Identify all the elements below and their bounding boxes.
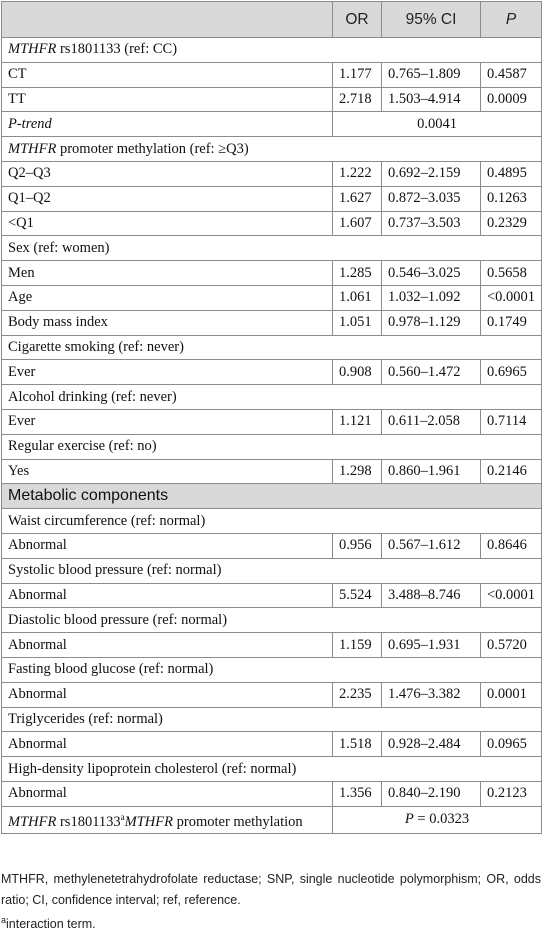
ci-value: 0.765–1.809: [382, 62, 481, 87]
row-label: Abnormal: [2, 682, 333, 707]
group-row: [2, 335, 542, 360]
p-value: 0.6965: [481, 360, 542, 385]
row-label: TT: [2, 87, 333, 112]
or-value: 1.121: [333, 409, 382, 434]
group-row: [2, 509, 542, 534]
ci-value: 1.476–3.382: [382, 682, 481, 707]
row-label: Men: [2, 261, 333, 286]
table-row: [2, 186, 542, 211]
table-row: [2, 459, 542, 484]
row-label: <Q1: [2, 211, 333, 236]
row-label: Q1–Q2: [2, 186, 333, 211]
p-value: 0.0965: [481, 732, 542, 757]
p-value: 0.1263: [481, 186, 542, 211]
p-value: 0.8646: [481, 533, 542, 558]
ci-value: 0.928–2.484: [382, 732, 481, 757]
group-row: [2, 558, 542, 583]
ci-value: 0.567–1.612: [382, 533, 481, 558]
or-value: 5.524: [333, 583, 382, 608]
ci-value: 0.692–2.159: [382, 161, 481, 186]
ci-value: 1.503–4.914: [382, 87, 481, 112]
table-row: [2, 211, 542, 236]
ci-value: 0.695–1.931: [382, 633, 481, 658]
p-value: 0.4587: [481, 62, 542, 87]
ci-value: 0.737–3.503: [382, 211, 481, 236]
group-row: [2, 434, 542, 459]
abbreviations-note: MTHFR, methylenetetrahydrofolate reductase; SNP, single nucleotide polymorphism; OR, odds ratio; CI, confidence interval; ref, reference.: [1, 872, 541, 907]
header-row: [2, 2, 542, 38]
gene-name: MTHFR: [8, 813, 57, 830]
ci-value: 3.488–8.746: [382, 583, 481, 608]
p-value: 0.2329: [481, 211, 542, 236]
trend-value: 0.0041: [333, 112, 542, 137]
table-row: [2, 781, 542, 806]
table-row: [2, 583, 542, 608]
or-value: 1.177: [333, 62, 382, 87]
ci-value: 0.872–3.035: [382, 186, 481, 211]
header-p: P: [481, 2, 542, 38]
p-value: 0.1749: [481, 310, 542, 335]
row-label: Abnormal: [2, 633, 333, 658]
table-row: [2, 285, 542, 310]
table-row: [2, 633, 542, 658]
table-row: [2, 732, 542, 757]
interaction-note: $^a$interaction term.: [1, 915, 96, 932]
group-row: [2, 707, 542, 732]
or-value: 2.718: [333, 87, 382, 112]
ci-value: 0.546–3.025: [382, 261, 481, 286]
p-value: 0.5720: [481, 633, 542, 658]
p-value: 0.0009: [481, 87, 542, 112]
p-value: 0.0001: [481, 682, 542, 707]
gene-name: MTHFR: [8, 140, 57, 157]
row-label: Ever: [2, 360, 333, 385]
group-row: [2, 385, 542, 410]
group-label: Cigarette smoking (ref: never): [2, 335, 542, 360]
header-or: OR: [333, 2, 382, 38]
or-value: 1.061: [333, 285, 382, 310]
group-row: [2, 236, 542, 261]
footnote-marker: a: [1, 915, 7, 925]
p-value: <0.0001: [481, 285, 542, 310]
group-row: [2, 38, 542, 63]
group-row: [2, 757, 542, 782]
row-label: Q2–Q3: [2, 161, 333, 186]
ci-value: 0.560–1.472: [382, 360, 481, 385]
table-row: [2, 261, 542, 286]
interaction-row: [2, 806, 542, 833]
interaction-p-value: P = 0.0323: [333, 806, 542, 833]
table-row: [2, 62, 542, 87]
table-row: [2, 360, 542, 385]
group-label: Fasting blood glucose (ref: normal): [2, 657, 542, 682]
p-value: 0.2123: [481, 781, 542, 806]
group-label: rs1801133 (ref: CC): [56, 41, 178, 58]
group-row: [2, 608, 542, 633]
row-label: Body mass index: [2, 310, 333, 335]
table-row: [2, 409, 542, 434]
or-value: 0.956: [333, 533, 382, 558]
p-value: 0.7114: [481, 409, 542, 434]
trend-label: P-trend: [2, 112, 333, 137]
ci-value: 0.978–1.129: [382, 310, 481, 335]
header-ci: 95% CI: [382, 2, 481, 38]
group-label: Systolic blood pressure (ref: normal): [2, 558, 542, 583]
or-value: 1.607: [333, 211, 382, 236]
section-row: [2, 484, 542, 509]
or-value: 1.285: [333, 261, 382, 286]
or-value: 1.518: [333, 732, 382, 757]
gene-name: MTHFR: [8, 41, 57, 58]
ci-value: 0.860–1.961: [382, 459, 481, 484]
gene-name: MTHFR: [124, 813, 173, 830]
or-value: 1.356: [333, 781, 382, 806]
p-value: <0.0001: [481, 583, 542, 608]
or-value: 0.908: [333, 360, 382, 385]
ci-value: 1.032–1.092: [382, 285, 481, 310]
or-value: 2.235: [333, 682, 382, 707]
group-label: Diastolic blood pressure (ref: normal): [2, 608, 542, 633]
p-value: 0.4895: [481, 161, 542, 186]
group-label: Waist circumference (ref: normal): [2, 509, 542, 534]
group-label: Triglycerides (ref: normal): [2, 707, 542, 732]
group-label: High-density lipoprotein cholesterol (ref: normal): [2, 757, 542, 782]
table-row: [2, 87, 542, 112]
row-label: Yes: [2, 459, 333, 484]
table-footnote: [1, 869, 541, 935]
or-value: 1.159: [333, 633, 382, 658]
or-value: 1.222: [333, 161, 382, 186]
group-label: Sex (ref: women): [2, 236, 542, 261]
results-table: [1, 1, 542, 834]
group-label: Alcohol drinking (ref: never): [2, 385, 542, 410]
or-value: 1.627: [333, 186, 382, 211]
table-row: [2, 310, 542, 335]
group-row: [2, 137, 542, 162]
group-row: [2, 657, 542, 682]
table-row: [2, 533, 542, 558]
group-label: Regular exercise (ref: no): [2, 434, 542, 459]
or-value: 1.051: [333, 310, 382, 335]
group-label: promoter methylation (ref: ≥Q3): [56, 140, 249, 157]
row-label: Age: [2, 285, 333, 310]
p-value: 0.5658: [481, 261, 542, 286]
table-row: [2, 682, 542, 707]
row-label: CT: [2, 62, 333, 87]
row-label: Abnormal: [2, 732, 333, 757]
header-blank: [2, 2, 333, 38]
p-value: 0.2146: [481, 459, 542, 484]
interaction-label: MTHFR rs1801133$^a$MTHFR promoter methylation: [2, 806, 333, 833]
row-label: Abnormal: [2, 781, 333, 806]
or-value: 1.298: [333, 459, 382, 484]
row-label: Abnormal: [2, 533, 333, 558]
footnote-marker: a: [120, 811, 125, 822]
table-row: [2, 161, 542, 186]
trend-row: [2, 112, 542, 137]
ci-value: 0.840–2.190: [382, 781, 481, 806]
section-heading: Metabolic components: [2, 484, 542, 509]
row-label: Abnormal: [2, 583, 333, 608]
row-label: Ever: [2, 409, 333, 434]
ci-value: 0.611–2.058: [382, 409, 481, 434]
